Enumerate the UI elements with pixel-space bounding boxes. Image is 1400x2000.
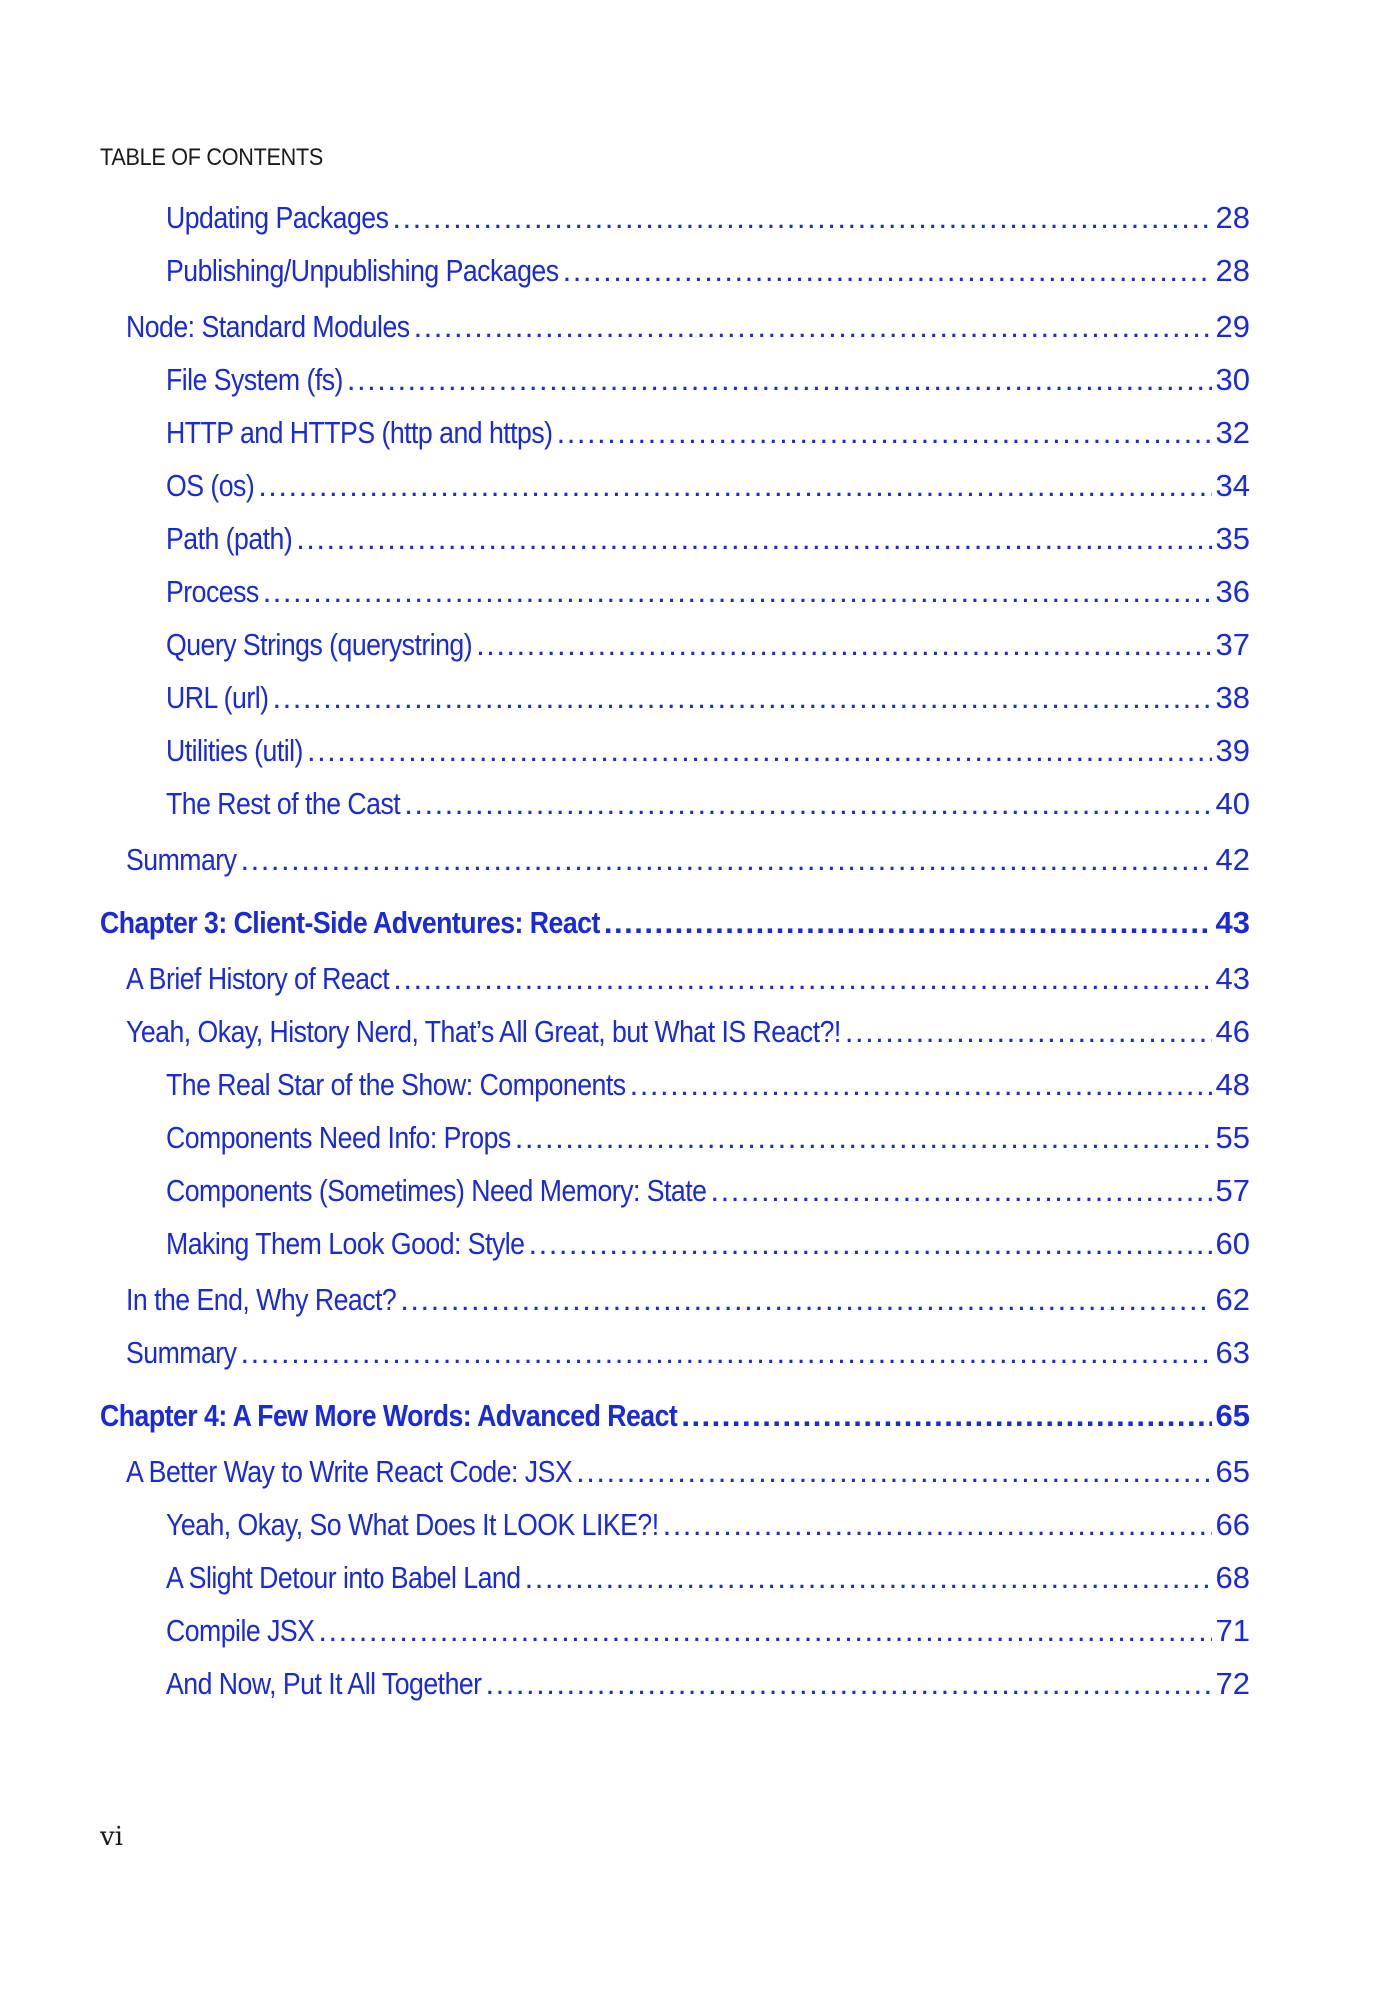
toc-chapter-entry[interactable] — [100, 1398, 1250, 1454]
toc-entry[interactable] — [100, 627, 1250, 680]
toc-entry[interactable] — [100, 468, 1250, 521]
toc-entry-page-number: 30 — [1215, 362, 1250, 397]
dot-leader — [604, 905, 1212, 941]
toc-entry-title: Updating Packages — [166, 200, 389, 235]
toc-entry[interactable] — [100, 1014, 1250, 1067]
toc-entry-page-number: 60 — [1215, 1226, 1250, 1261]
dot-leader — [515, 1120, 1212, 1156]
table-of-contents — [100, 200, 1250, 1719]
toc-entry[interactable] — [100, 1120, 1250, 1173]
toc-entry-page-number: 63 — [1215, 1335, 1250, 1370]
toc-entry-page-number: 43 — [1215, 961, 1250, 996]
dot-leader — [476, 627, 1211, 663]
dot-leader — [318, 1613, 1211, 1649]
dot-leader — [263, 574, 1212, 610]
toc-entry-title: Publishing/Unpublishing Packages — [166, 253, 559, 288]
toc-entry-page-number: 57 — [1215, 1173, 1250, 1208]
dot-leader — [404, 786, 1211, 822]
toc-entry-page-number: 29 — [1215, 309, 1250, 344]
toc-entry[interactable] — [100, 574, 1250, 627]
toc-entry-page-number: 36 — [1215, 574, 1250, 609]
toc-entry-page-number: 34 — [1215, 468, 1250, 503]
toc-entry-title: Summary — [126, 842, 237, 877]
dot-leader — [630, 1067, 1212, 1103]
toc-entry-page-number: 40 — [1215, 786, 1250, 821]
toc-entry-title: URL (url) — [166, 680, 269, 715]
toc-entry-title: Summary — [126, 1335, 237, 1370]
toc-entry-title: Path (path) — [166, 521, 293, 556]
toc-entry-page-number: 37 — [1215, 627, 1250, 662]
toc-entry-title: Components Need Info: Props — [166, 1120, 511, 1155]
toc-entry-title: Node: Standard Modules — [126, 309, 410, 344]
toc-entry-title: Query Strings (querystring) — [166, 627, 473, 662]
toc-entry-page-number: 71 — [1215, 1613, 1250, 1648]
toc-entry-title: The Real Star of the Show: Components — [166, 1067, 626, 1102]
toc-entry-page-number: 46 — [1215, 1014, 1250, 1049]
dot-leader — [576, 1454, 1211, 1490]
dot-leader — [663, 1507, 1212, 1543]
toc-entry-title: A Brief History of React — [126, 961, 390, 996]
toc-entry[interactable] — [100, 961, 1250, 1014]
dot-leader — [241, 842, 1212, 878]
toc-entry-page-number: 28 — [1215, 200, 1250, 235]
toc-entry-title: Yeah, Okay, History Nerd, That’s All Great, but What IS React?! — [126, 1014, 841, 1049]
toc-entry[interactable] — [100, 842, 1250, 895]
dot-leader — [296, 521, 1211, 557]
dot-leader — [400, 1282, 1211, 1318]
toc-entry-title: And Now, Put It All Together — [166, 1666, 482, 1701]
toc-entry[interactable] — [100, 362, 1250, 415]
toc-entry[interactable] — [100, 1613, 1250, 1666]
toc-entry-title: Yeah, Okay, So What Does It LOOK LIKE?! — [166, 1507, 659, 1542]
toc-entry[interactable] — [100, 415, 1250, 468]
toc-entry-title: Compile JSX — [166, 1613, 315, 1648]
toc-entry-page-number: 72 — [1215, 1666, 1250, 1701]
toc-entry[interactable] — [100, 1507, 1250, 1560]
toc-entry-page-number: 38 — [1215, 680, 1250, 715]
toc-entry[interactable] — [100, 1173, 1250, 1226]
toc-entry-page-number: 68 — [1215, 1560, 1250, 1595]
dot-leader — [414, 309, 1212, 345]
dot-leader — [486, 1666, 1212, 1702]
toc-entry-title: Utilities (util) — [166, 733, 303, 768]
dot-leader — [273, 680, 1212, 716]
dot-leader — [525, 1560, 1212, 1596]
toc-entry[interactable] — [100, 1666, 1250, 1719]
toc-entry-title: File System (fs) — [166, 362, 343, 397]
toc-entry-title: Components (Sometimes) Need Memory: State — [166, 1173, 707, 1208]
dot-leader — [393, 961, 1211, 997]
toc-entry-title: Chapter 4: A Few More Words: Advanced React — [100, 1398, 678, 1433]
toc-entry-title: The Rest of the Cast — [166, 786, 401, 821]
toc-chapter-entry[interactable] — [100, 905, 1250, 961]
toc-entry-page-number: 62 — [1215, 1282, 1250, 1317]
toc-entry-page-number: 55 — [1215, 1120, 1250, 1155]
toc-entry-page-number: 43 — [1215, 905, 1250, 940]
dot-leader — [307, 733, 1212, 769]
toc-entry-title: Chapter 3: Client-Side Adventures: React — [100, 905, 600, 940]
toc-entry-page-number: 32 — [1215, 415, 1250, 450]
dot-leader — [258, 468, 1211, 504]
toc-entry[interactable] — [100, 786, 1250, 839]
dot-leader — [392, 200, 1211, 236]
toc-entry-title: A Better Way to Write React Code: JSX — [126, 1454, 573, 1489]
dot-leader — [347, 362, 1212, 398]
toc-entry-page-number: 65 — [1215, 1398, 1250, 1433]
toc-entry[interactable] — [100, 521, 1250, 574]
toc-entry-page-number: 35 — [1215, 521, 1250, 556]
dot-leader — [710, 1173, 1211, 1209]
dot-leader — [241, 1335, 1212, 1371]
toc-entry[interactable] — [100, 1282, 1250, 1335]
toc-entry-page-number: 66 — [1215, 1507, 1250, 1542]
toc-entry[interactable] — [100, 1226, 1250, 1279]
toc-entry[interactable] — [100, 253, 1250, 306]
dot-leader — [557, 415, 1212, 451]
toc-entry-title: A Slight Detour into Babel Land — [166, 1560, 521, 1595]
toc-entry[interactable] — [100, 1335, 1250, 1388]
toc-entry[interactable] — [100, 1560, 1250, 1613]
toc-entry-title: In the End, Why React? — [126, 1282, 397, 1317]
toc-entry-title: HTTP and HTTPS (http and https) — [166, 415, 553, 450]
dot-leader — [845, 1014, 1212, 1050]
toc-entry[interactable] — [100, 1454, 1250, 1507]
toc-entry-title: Making Them Look Good: Style — [166, 1226, 525, 1261]
toc-entry-page-number: 39 — [1215, 733, 1250, 768]
toc-entry-page-number: 28 — [1215, 253, 1250, 288]
toc-entry-page-number: 65 — [1215, 1454, 1250, 1489]
toc-entry-page-number: 48 — [1215, 1067, 1250, 1102]
toc-entry[interactable] — [100, 200, 1250, 253]
toc-entry-page-number: 42 — [1215, 842, 1250, 877]
toc-entry-title: Process — [166, 574, 259, 609]
toc-entry[interactable] — [100, 309, 1250, 362]
page-number-folio: vi — [100, 1822, 124, 1852]
running-head: TABLE OF CONTENTS — [100, 144, 324, 171]
toc-entry[interactable] — [100, 1067, 1250, 1120]
dot-leader — [681, 1398, 1211, 1434]
toc-entry[interactable] — [100, 733, 1250, 786]
dot-leader — [528, 1226, 1211, 1262]
toc-entry[interactable] — [100, 680, 1250, 733]
toc-entry-title: OS (os) — [166, 468, 255, 503]
dot-leader — [563, 253, 1212, 289]
